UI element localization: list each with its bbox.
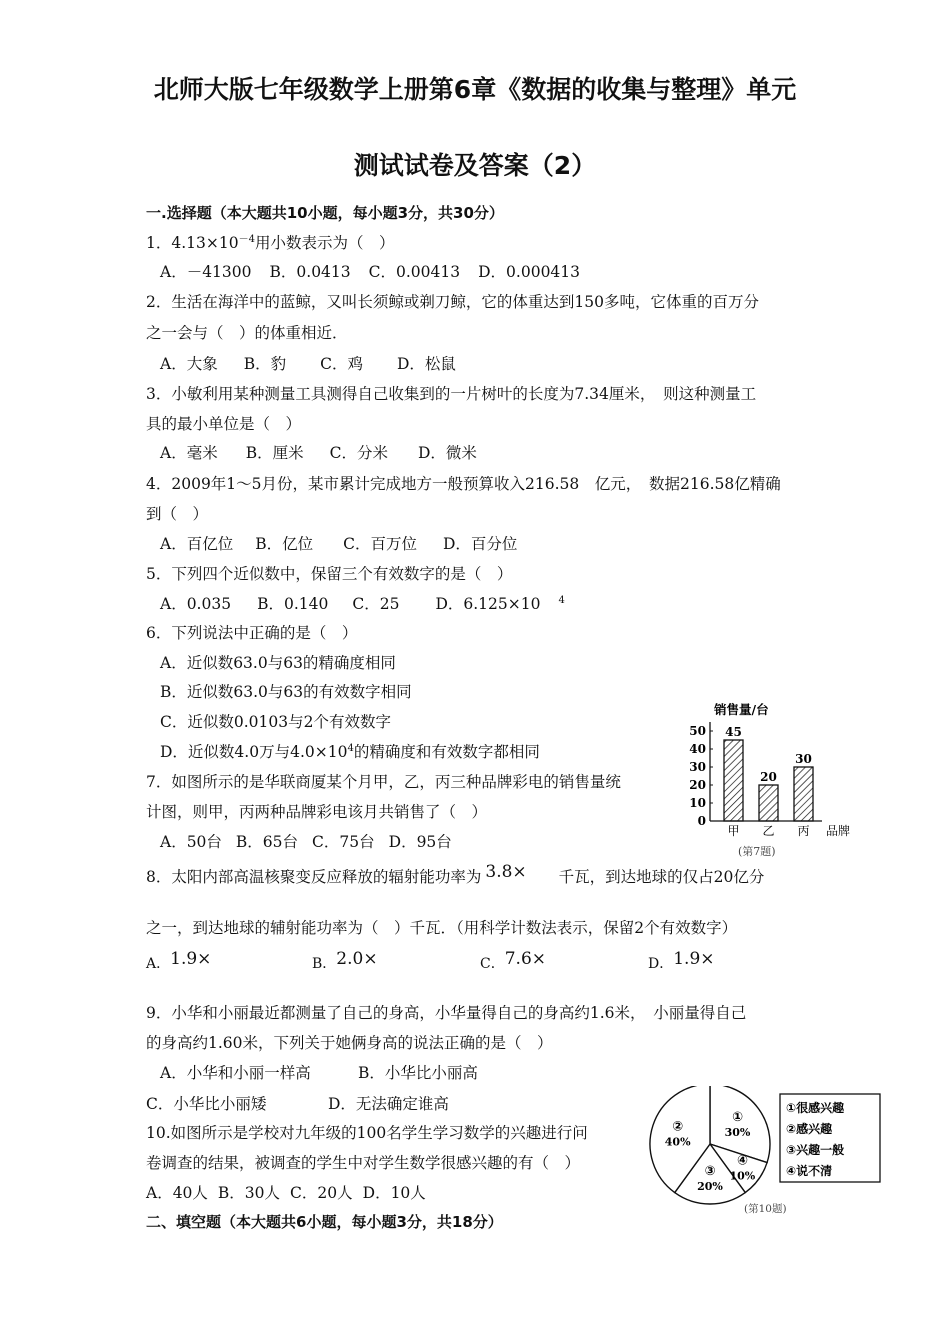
q8-option-b-key: B． <box>312 956 337 972</box>
pie-chart-q10 <box>644 1086 884 1216</box>
bar-3 <box>794 767 813 821</box>
q9-line-2: 的身高约1.60米，下列关于她俩身高的说法正确的是（ ） <box>146 1034 553 1052</box>
bar-chart-ytick-label: 30 <box>689 760 706 774</box>
q10-option-b: B．30人 <box>217 1184 281 1202</box>
q7-options <box>160 831 470 853</box>
q4-line-1: 4．2009年1～5月份，某市累计完成地方一般预算收入216.58 亿元， 数据216.58亿精确 <box>146 475 781 493</box>
pie-slice-marker: ④ <box>736 1153 748 1169</box>
bar-value-label: 45 <box>725 725 742 739</box>
q4-option-c: C．百万位 <box>343 535 417 553</box>
bar-chart-caption: (第7题) <box>738 845 776 858</box>
pie-legend-entry: ③兴趣一般 <box>786 1143 845 1157</box>
q8-text-pre: 8．太阳内部高温核聚变反应释放的辐射能功率为 <box>146 868 482 886</box>
q6-option-b: B．近似数63.0与63的有效数字相同 <box>160 683 412 701</box>
q8-option-d <box>648 949 715 972</box>
q5-line-1: 5．下列四个近似数中，保留三个有效数字的是（ ） <box>146 565 513 583</box>
q8-option-a-key: A． <box>146 956 171 972</box>
q5-option-d <box>435 593 564 615</box>
q1-text-pre: 1．4.13×10 <box>146 234 239 252</box>
q8-line-1 <box>146 862 765 888</box>
q2-line-2: 之一会与（ ）的体重相近． <box>146 324 348 342</box>
q7-option-d: D．95台 <box>388 833 452 851</box>
q8-option-d-key: D． <box>648 956 674 972</box>
q9-option-d: D．无法确定谁高 <box>328 1095 449 1113</box>
q6-option-d-post: 的精确度和有效数字都相同 <box>353 743 540 761</box>
bar-chart-xlabel: 品牌 <box>826 824 851 838</box>
bar-value-label: 20 <box>760 770 777 784</box>
q7-option-a: A．50台 <box>160 833 222 851</box>
pie-slice-percent: 40% <box>664 1135 691 1149</box>
pie-slice-marker: ③ <box>704 1164 716 1179</box>
q8-option-d-value: 1.9× <box>673 949 715 969</box>
q8-text-post: 千瓦，到达地球的仅占20亿分 <box>558 868 765 886</box>
bar-1 <box>724 740 743 821</box>
q3-line-1: 3．小敏利用某种测量工具测得自己收集到的一片树叶的长度为7.34厘米， 则这种测量工 <box>146 385 757 403</box>
q9-option-a: A．小华和小丽一样高 <box>160 1064 311 1082</box>
q5-option-a: A．0.035 <box>160 595 232 613</box>
q10-line-1: 10.如图所示是学校对九年级的100名学生学习数学的兴趣进行问 <box>146 1124 588 1142</box>
q7-option-b: B．65台 <box>235 833 299 851</box>
q5-option-d-base: D．6.125×10 <box>435 595 541 613</box>
q1-option-a: A．－41300 <box>160 263 252 281</box>
pie-slice-percent: 20% <box>697 1180 723 1193</box>
q5-option-d-exponent: 4 <box>558 594 565 606</box>
bar-chart-ytick-label: 40 <box>689 742 706 756</box>
q1-options <box>160 261 598 283</box>
q8-value: 3.8× <box>485 862 527 882</box>
pie-slice-marker: ① <box>731 1110 744 1126</box>
q6-line-1: 6．下列说法中正确的是（ ） <box>146 624 358 642</box>
q1-option-b: B．0.0413 <box>269 263 351 281</box>
q10-option-a: A．40人 <box>146 1184 208 1202</box>
q2-option-b: B．豹 <box>243 355 287 373</box>
q5-option-c: C．25 <box>352 595 400 613</box>
pie-chart-caption: (第10题) <box>744 1203 787 1215</box>
q1-option-d: D．0.000413 <box>478 263 581 281</box>
q4-option-a: A．百亿位 <box>160 535 234 553</box>
q3-option-c: C．分米 <box>329 444 388 462</box>
q8-option-a <box>146 949 312 975</box>
bar-chart-title: 销售量/台 <box>714 702 769 717</box>
pie-slice-marker: ② <box>672 1119 684 1135</box>
pie-slice-percent: 30% <box>724 1126 751 1140</box>
q1-exponent: －4 <box>238 233 255 245</box>
question-1 <box>146 232 394 254</box>
q4-option-b: B．亿位 <box>255 535 314 553</box>
q8-option-a-value: 1.9× <box>170 949 212 969</box>
bar-category-label: 乙 <box>762 824 775 838</box>
q7-option-c: C．75台 <box>312 833 375 851</box>
bar-chart-q7 <box>676 698 856 858</box>
q2-line-1: 2．生活在海洋中的蓝鲸，又叫长须鲸或剃刀鲸，它的体重达到150多吨，它体重的百万分 <box>146 293 759 311</box>
q3-line-2: 具的最小单位是（ ） <box>146 415 302 433</box>
q7-line-2: 计图，则甲，丙两种品牌彩电该月共销售了（ ） <box>146 803 488 821</box>
q4-line-2: 到（ ） <box>146 505 209 523</box>
q3-option-a: A．毫米 <box>160 444 218 462</box>
q9-options-ab <box>160 1062 478 1084</box>
q6-option-d-exponent: 4 <box>347 742 354 754</box>
q9-option-c: C．小华比小丽矮 <box>146 1095 267 1113</box>
q4-options <box>160 533 535 555</box>
q8-line-2: 之一，到达地球的辅射能功率为（ ）千瓦．（用科学计数法表示，保留2个有效数字） <box>146 919 738 937</box>
q6-option-d <box>160 741 540 763</box>
pie-legend-entry: ②感兴趣 <box>786 1122 833 1136</box>
q9-options-cd <box>146 1093 449 1115</box>
q5-option-b: B．0.140 <box>257 595 329 613</box>
q9-option-b: B．小华比小丽高 <box>358 1064 478 1082</box>
q8-option-c-value: 7.6× <box>504 949 546 969</box>
pie-legend-entry: ①很感兴趣 <box>786 1101 845 1115</box>
q1-text-post: 用小数表示为（ ） <box>254 234 395 252</box>
q8-option-c <box>480 949 648 975</box>
pie-slice-percent: 10% <box>729 1169 756 1183</box>
q3-option-b: B．厘米 <box>245 444 304 462</box>
q2-options <box>160 353 474 375</box>
q8-option-c-key: C． <box>480 956 505 972</box>
q9-line-1: 9．小华和小丽最近都测量了自己的身高，小华量得自己的身高约1.6米， 小丽量得自己 <box>146 1004 747 1022</box>
q10-line-2: 卷调查的结果，被调查的学生中对学生数学很感兴趣的有（ ） <box>146 1154 581 1172</box>
q6-option-c: C．近似数0.0103与2个有效数字 <box>160 713 391 731</box>
bar-value-label: 30 <box>795 752 812 766</box>
q8-options <box>146 949 715 975</box>
q2-option-c: C．鸡 <box>320 355 363 373</box>
q4-option-d: D．百分位 <box>442 535 518 553</box>
q8-option-b-value: 2.0× <box>336 949 378 969</box>
q10-option-c: C．20人 <box>290 1184 353 1202</box>
q2-option-d: D．松鼠 <box>396 355 456 373</box>
q2-option-a: A．大象 <box>160 355 218 373</box>
page-title-line2: 测试试卷及答案（2） <box>353 151 597 180</box>
q1-option-c: C．0.00413 <box>368 263 461 281</box>
q10-option-d: D．10人 <box>362 1184 426 1202</box>
q6-option-a: A．近似数63.0与63的精确度相同 <box>160 654 396 672</box>
bar-chart-ytick-label: 0 <box>697 814 706 828</box>
bar-chart-ytick-label: 20 <box>689 778 706 792</box>
pie-legend-entry: ④说不清 <box>786 1164 833 1178</box>
q3-options <box>160 442 495 464</box>
bar-chart-ytick-label: 10 <box>689 796 706 810</box>
bar-chart-ytick-label: 50 <box>689 724 706 738</box>
q7-line-1: 7．如图所示的是华联商厦某个月甲，乙，丙三种品牌彩电的销售量统 <box>146 773 621 791</box>
q8-option-b <box>312 949 480 975</box>
bar-2 <box>759 785 778 821</box>
section-heading-fill: 二、填空题（本大题共6小题，每小题3分，共18分） <box>146 1213 503 1231</box>
bar-category-label: 丙 <box>797 824 810 838</box>
section-heading-choice: 一.选择题（本大题共10小题，每小题3分，共30分） <box>146 204 504 222</box>
q10-options <box>146 1182 444 1204</box>
q3-option-d: D．微米 <box>417 444 477 462</box>
q6-option-d-pre: D．近似数4.0万与4.0×10 <box>160 743 348 761</box>
q5-options <box>160 593 583 615</box>
bar-category-label: 甲 <box>727 824 740 838</box>
page-title-line1: 北师大版七年级数学上册第6章《数据的收集与整理》单元 <box>153 75 797 104</box>
